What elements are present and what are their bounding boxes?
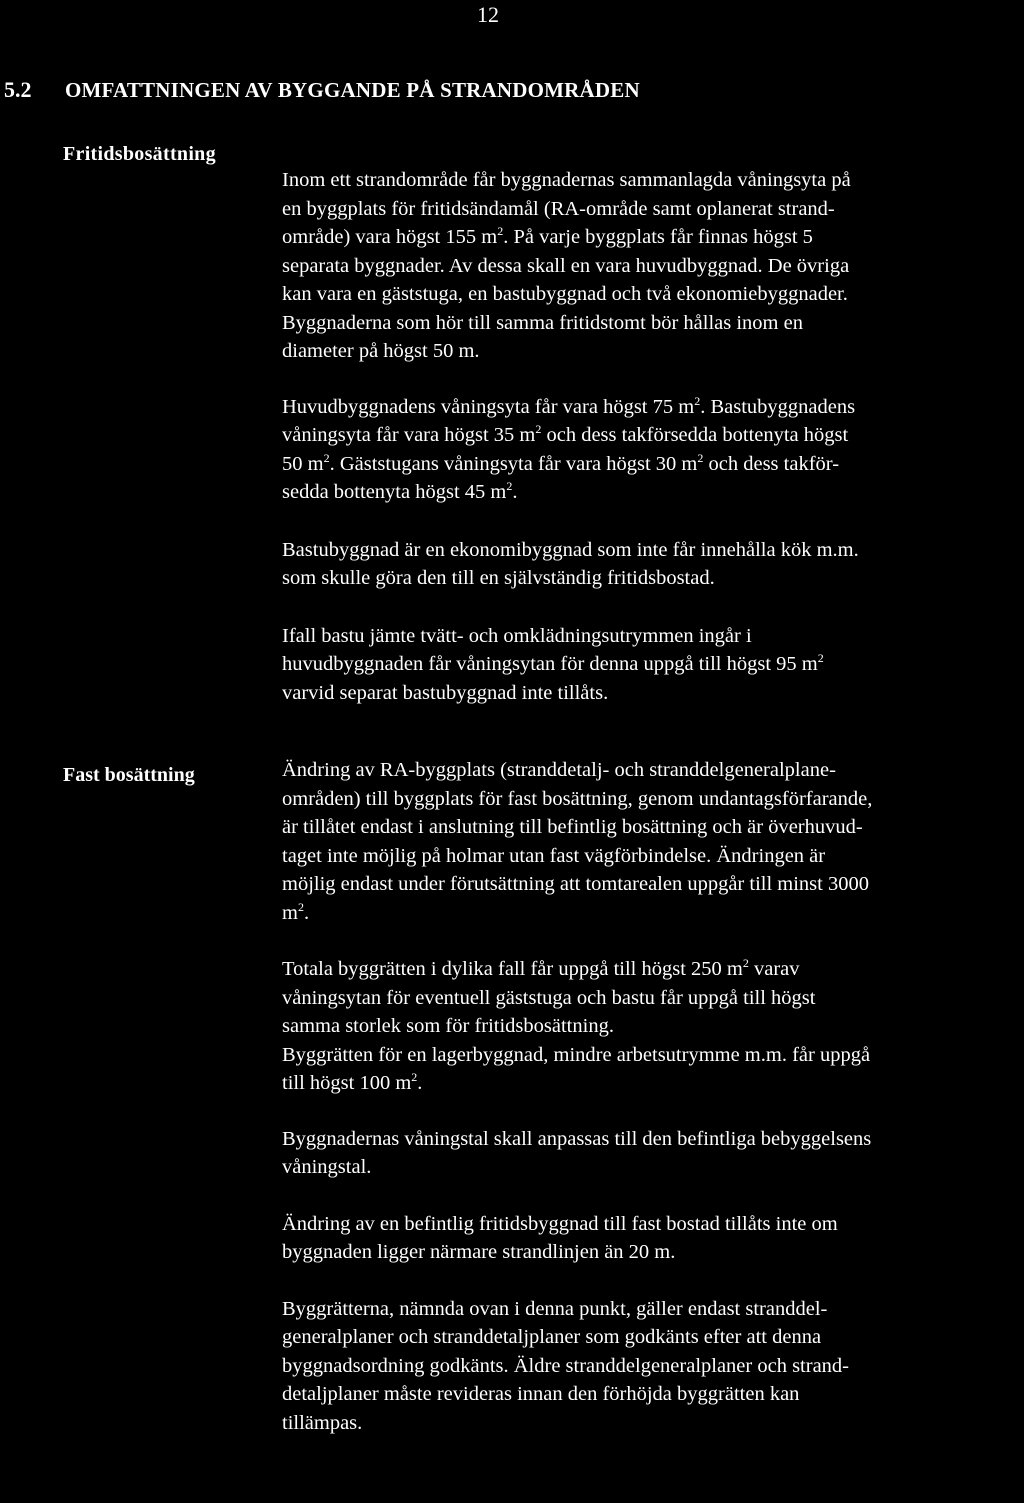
text-line: som skulle göra den till en självständig fritidsbostad. xyxy=(282,567,715,589)
text-line: och dess takförsedda bottenyta högst xyxy=(546,424,849,446)
paragraph-fast-1 xyxy=(282,756,1024,927)
paragraph-fritid-3 xyxy=(282,536,1024,593)
text-line: Ändring av RA-byggplats (stranddetalj- och stranddelgeneralplane- xyxy=(282,759,836,781)
text-line: På varje byggplats får finnas högst 5 xyxy=(513,226,813,248)
text-line: kan vara en gäststuga, en bastubyggnad och två ekonomiebyggnader. xyxy=(282,283,848,305)
text-line: detaljplaner måste revideras innan den förhöjda byggrätten kan xyxy=(282,1383,800,1405)
paragraph-fritid-2 xyxy=(282,393,1024,507)
text-line: till högst 100 $m^2$. xyxy=(282,1070,423,1094)
text-line: område) vara högst 155 $m^2$. xyxy=(282,224,509,248)
text-line: Byggrätterna, nämnda ovan i denna punkt, gäller endast stranddel- xyxy=(282,1297,828,1320)
text-line: Bastubyggnadens xyxy=(710,395,856,418)
text-line: möjlig endast under förutsättning att tomtarealen uppgår till minst 3000 xyxy=(282,873,869,895)
paragraph-fast-2 xyxy=(282,955,1024,1098)
text-line: huvudbyggnaden får våningsytan för denna uppgå till högst 95 $m^2$ xyxy=(282,651,824,675)
text-line: Bastubyggnad är en ekonomibyggnad som inte får innehålla kök m.m. xyxy=(282,538,859,561)
text-line: generalplaner och stranddetaljplaner som godkänts efter att denna xyxy=(282,1326,822,1348)
paragraph-fast-5 xyxy=(282,1295,1024,1438)
text-line: våningsytan för eventuell gäststuga och bastu får uppgå till högst xyxy=(282,986,816,1009)
text-line: Byggnadernas våningstal skall anpassas till den befintliga bebyggelsens xyxy=(282,1127,872,1150)
text-line: Huvudbyggnadens våningsyta får vara högst 75 $m^2$. xyxy=(282,393,706,418)
paragraph-fast-4 xyxy=(282,1210,1024,1267)
text-line: våningstal. xyxy=(282,1156,372,1178)
section-title: OMFATTNINGEN AV BYGGANDE PÅ STRANDOMRÅDEN xyxy=(65,78,640,102)
text-line: varav xyxy=(753,958,800,980)
text-line: är tillåtet endast i anslutning till befintlig bosättning och är överhuvud- xyxy=(282,816,863,838)
page-number: 12 xyxy=(477,2,499,27)
text-line: Gäststugans våningsyta får vara högst 30 $m^2$ xyxy=(339,450,704,475)
text-line: diameter på högst 50 m. xyxy=(282,340,480,362)
text-line: en byggplats för fritidsändamål (RA-område samt oplanerat strand- xyxy=(282,197,835,220)
text-line: Ändring av en befintlig fritidsbyggnad till fast bostad tillåts inte om xyxy=(282,1212,838,1235)
text-line: tillämpas. xyxy=(282,1411,363,1434)
subheading-fritidsbosattning: Fritidsbosättning xyxy=(63,143,216,165)
body-text-column xyxy=(282,166,1024,1437)
text-line: separata byggnader. Av dessa skall en vara huvudbyggnad. De övriga xyxy=(282,254,850,277)
text-line: våningsyta får vara högst 35 $m^2$ xyxy=(282,422,542,446)
text-line: Inom ett strandområde får byggnadernas sammanlagda våningsyta på xyxy=(282,169,851,191)
paragraph-fritid-4 xyxy=(282,622,1024,708)
text-line: byggnaden ligger närmare strandlinjen än 20 m. xyxy=(282,1241,676,1263)
text-line: byggnadsordning godkänts. Äldre stranddelgeneralplaner och strand- xyxy=(282,1354,850,1377)
paragraph-fritid-1 xyxy=(282,166,1024,366)
text-line: 50 $m^2$. xyxy=(282,450,335,475)
paragraph-fast-3 xyxy=(282,1125,1024,1182)
text-line: Byggrätten för en lagerbyggnad, mindre arbetsutrymme m.m. får uppgå xyxy=(282,1043,871,1066)
text-line: och dess takför- xyxy=(708,452,840,475)
text-line: taget inte möjlig på holmar utan fast vägförbindelse. Ändringen är xyxy=(282,844,826,867)
text-line: varvid separat bastubyggnad inte tillåts. xyxy=(282,681,609,704)
text-line: $m^2$. xyxy=(282,899,310,924)
text-line: Ifall bastu jämte tvätt- och omklädningsutrymmen ingår i xyxy=(282,624,752,647)
text-line: Byggnaderna som hör till samma fritidstomt bör hållas inom en xyxy=(282,311,803,334)
text-line: sedda bottenyta högst 45 $m^2$. xyxy=(282,479,518,503)
section-number: 5.2 xyxy=(4,77,32,102)
text-line: samma storlek som för fritidsbosättning. xyxy=(282,1015,614,1037)
text-line: områden) till byggplats för fast bosättning, genom undantagsförfarande, xyxy=(282,787,873,810)
subheading-fast-bosattning: Fast bosättning xyxy=(63,764,195,786)
text-line: Totala byggrätten i dylika fall får uppgå till högst 250 $m^2$ xyxy=(282,956,749,980)
